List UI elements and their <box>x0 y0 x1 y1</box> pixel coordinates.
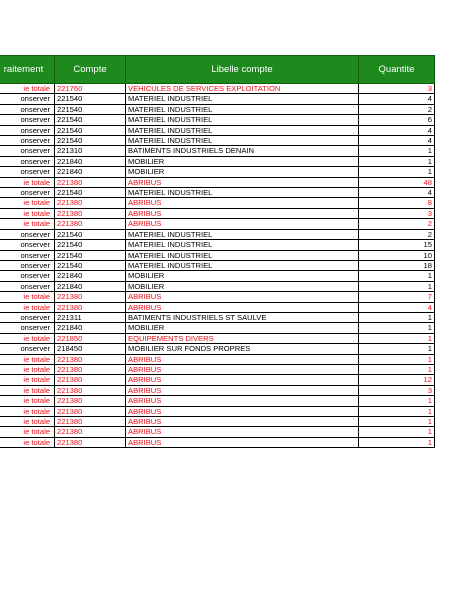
table-row <box>0 115 435 125</box>
cell-traitement[interactable]: onserver <box>0 312 55 322</box>
cell-libelle[interactable]: ABRIBUS <box>126 208 359 218</box>
cell-compte[interactable]: 221311 <box>55 312 126 322</box>
cell-quantite[interactable]: 1 <box>359 344 435 354</box>
table-row <box>0 427 435 437</box>
cell-traitement[interactable]: onserver <box>0 281 55 291</box>
cell-compte[interactable]: 221540 <box>55 260 126 270</box>
cell-quantite[interactable]: 1 <box>359 364 435 374</box>
cell-quantite[interactable]: 1 <box>359 437 435 447</box>
cell-compte[interactable]: 221540 <box>55 240 126 250</box>
cell-compte[interactable]: 221380 <box>55 417 126 427</box>
cell-quantite[interactable]: 1 <box>359 323 435 333</box>
spreadsheet-table <box>0 55 435 448</box>
cell-compte[interactable]: 221540 <box>55 229 126 239</box>
cell-compte[interactable]: 221380 <box>55 208 126 218</box>
table-row <box>0 385 435 395</box>
cell-libelle[interactable]: ABRIBUS <box>126 177 359 187</box>
cell-quantite[interactable]: 1 <box>359 396 435 406</box>
cell-libelle[interactable]: MOBILIER <box>126 167 359 177</box>
col-header-libelle[interactable]: Libelle compte <box>126 56 359 84</box>
table-row <box>0 271 435 281</box>
cell-traitement[interactable]: onserver <box>0 260 55 270</box>
cell-compte[interactable]: 221380 <box>55 437 126 447</box>
cell-libelle[interactable]: ABRIBUS <box>126 198 359 208</box>
cell-quantite[interactable]: 1 <box>359 312 435 322</box>
cell-traitement[interactable]: onserver <box>0 229 55 239</box>
cell-traitement[interactable]: onserver <box>0 271 55 281</box>
cell-traitement[interactable]: ie totale <box>0 292 55 302</box>
cell-traitement[interactable]: ie totale <box>0 208 55 218</box>
cell-compte[interactable]: 221380 <box>55 396 126 406</box>
table-row <box>0 94 435 104</box>
cell-libelle[interactable]: ABRIBUS <box>126 219 359 229</box>
cell-quantite[interactable]: 7 <box>359 292 435 302</box>
cell-quantite[interactable]: 8 <box>359 198 435 208</box>
table-row <box>0 323 435 333</box>
cell-compte[interactable]: 221380 <box>55 177 126 187</box>
cell-quantite[interactable]: 1 <box>359 406 435 416</box>
cell-compte[interactable]: 221840 <box>55 281 126 291</box>
cell-compte[interactable]: 221850 <box>55 333 126 343</box>
cell-libelle[interactable]: ABRIBUS <box>126 375 359 385</box>
cell-libelle[interactable]: ABRIBUS <box>126 427 359 437</box>
table-row <box>0 312 435 322</box>
cell-libelle[interactable]: ABRIBUS <box>126 354 359 364</box>
cell-quantite[interactable]: 48 <box>359 177 435 187</box>
cell-libelle[interactable]: VEHICULES DE SERVICES EXPLOITATION <box>126 84 359 94</box>
cell-compte[interactable]: 221380 <box>55 292 126 302</box>
cell-quantite[interactable]: 18 <box>359 260 435 270</box>
cell-traitement[interactable]: onserver <box>0 146 55 156</box>
cell-traitement[interactable]: onserver <box>0 167 55 177</box>
table-row <box>0 375 435 385</box>
cell-traitement[interactable]: ie totale <box>0 333 55 343</box>
cell-libelle[interactable]: MOBILIER <box>126 271 359 281</box>
cell-libelle[interactable]: ABRIBUS <box>126 417 359 427</box>
header-row <box>0 56 435 84</box>
cell-compte[interactable]: 221380 <box>55 302 126 312</box>
cell-compte[interactable]: 221310 <box>55 146 126 156</box>
col-header-traitement[interactable]: raitement <box>0 56 55 84</box>
cell-libelle[interactable]: MATERIEL INDUSTRIEL <box>126 260 359 270</box>
cell-quantite[interactable]: 10 <box>359 250 435 260</box>
cell-compte[interactable]: 221840 <box>55 156 126 166</box>
cell-traitement[interactable]: ie totale <box>0 302 55 312</box>
cell-libelle[interactable]: MOBILIER <box>126 323 359 333</box>
cell-quantite[interactable]: 4 <box>359 136 435 146</box>
cell-compte[interactable]: 221840 <box>55 271 126 281</box>
table-row <box>0 177 435 187</box>
table-row <box>0 240 435 250</box>
cell-compte[interactable]: 221380 <box>55 354 126 364</box>
cell-compte[interactable]: 221540 <box>55 115 126 125</box>
table-row <box>0 146 435 156</box>
table-row <box>0 250 435 260</box>
cell-libelle[interactable]: MATERIEL INDUSTRIEL <box>126 240 359 250</box>
cell-traitement[interactable]: ie totale <box>0 84 55 94</box>
cell-traitement[interactable]: ie totale <box>0 406 55 416</box>
cell-quantite[interactable]: 1 <box>359 427 435 437</box>
table-row <box>0 333 435 343</box>
cell-libelle[interactable]: ABRIBUS <box>126 292 359 302</box>
cell-quantite[interactable]: 1 <box>359 167 435 177</box>
cell-traitement[interactable]: ie totale <box>0 177 55 187</box>
cell-traitement[interactable]: onserver <box>0 115 55 125</box>
cell-quantite[interactable]: 1 <box>359 146 435 156</box>
cell-quantite[interactable]: 3 <box>359 385 435 395</box>
cell-libelle[interactable]: MATERIEL INDUSTRIEL <box>126 188 359 198</box>
cell-libelle[interactable]: ABRIBUS <box>126 406 359 416</box>
cell-traitement[interactable]: ie totale <box>0 427 55 437</box>
cell-quantite[interactable]: 4 <box>359 188 435 198</box>
cell-libelle[interactable]: BATIMENTS INDUSTRIELS DENAIN <box>126 146 359 156</box>
cell-compte[interactable]: 221380 <box>55 375 126 385</box>
cell-quantite[interactable]: 1 <box>359 417 435 427</box>
cell-quantite[interactable]: 3 <box>359 84 435 94</box>
cell-traitement[interactable]: onserver <box>0 250 55 260</box>
table-row <box>0 84 435 94</box>
cell-quantite[interactable]: 2 <box>359 229 435 239</box>
cell-quantite[interactable]: 1 <box>359 333 435 343</box>
cell-traitement[interactable]: onserver <box>0 94 55 104</box>
cell-quantite[interactable]: 4 <box>359 302 435 312</box>
cell-traitement[interactable]: ie totale <box>0 396 55 406</box>
cell-quantite[interactable]: 1 <box>359 354 435 364</box>
cell-quantite[interactable]: 12 <box>359 375 435 385</box>
table-row <box>0 188 435 198</box>
cell-compte[interactable]: 221380 <box>55 427 126 437</box>
cell-quantite[interactable]: 1 <box>359 281 435 291</box>
table-row <box>0 104 435 114</box>
table-row <box>0 125 435 135</box>
cell-compte[interactable]: 221540 <box>55 104 126 114</box>
cell-libelle[interactable]: MATERIEL INDUSTRIEL <box>126 136 359 146</box>
cell-quantite[interactable]: 4 <box>359 125 435 135</box>
table-row <box>0 417 435 427</box>
cell-compte[interactable]: 221380 <box>55 219 126 229</box>
cell-libelle[interactable]: EQUIPEMENTS DIVERS <box>126 333 359 343</box>
cell-libelle[interactable]: MOBILIER <box>126 281 359 291</box>
table-row <box>0 229 435 239</box>
cell-libelle[interactable]: MATERIEL INDUSTRIEL <box>126 115 359 125</box>
cell-quantite[interactable]: 1 <box>359 156 435 166</box>
cell-libelle[interactable]: ABRIBUS <box>126 437 359 447</box>
cell-libelle[interactable]: ABRIBUS <box>126 385 359 395</box>
table-row <box>0 302 435 312</box>
col-header-compte[interactable]: Compte <box>55 56 126 84</box>
cell-traitement[interactable]: onserver <box>0 156 55 166</box>
cell-traitement[interactable]: ie totale <box>0 437 55 447</box>
cell-traitement[interactable]: onserver <box>0 188 55 198</box>
table-row <box>0 208 435 218</box>
cell-libelle[interactable]: BATIMENTS INDUSTRIELS ST SAULVE <box>126 312 359 322</box>
cell-traitement[interactable]: onserver <box>0 136 55 146</box>
cell-compte[interactable]: 221380 <box>55 385 126 395</box>
cell-libelle[interactable]: MOBILIER <box>126 156 359 166</box>
cell-compte[interactable]: 218450 <box>55 344 126 354</box>
cell-traitement[interactable]: ie totale <box>0 417 55 427</box>
cell-quantite[interactable]: 4 <box>359 94 435 104</box>
cell-quantite[interactable]: 6 <box>359 115 435 125</box>
table-row <box>0 198 435 208</box>
cell-compte[interactable]: 221540 <box>55 188 126 198</box>
cell-compte[interactable]: 221840 <box>55 323 126 333</box>
cell-traitement[interactable]: onserver <box>0 323 55 333</box>
cell-libelle[interactable]: MATERIEL INDUSTRIEL <box>126 104 359 114</box>
table-row <box>0 281 435 291</box>
cell-compte[interactable]: 221540 <box>55 125 126 135</box>
table-row <box>0 396 435 406</box>
cell-traitement[interactable]: onserver <box>0 125 55 135</box>
table-row <box>0 354 435 364</box>
table-row <box>0 167 435 177</box>
table-row <box>0 136 435 146</box>
cell-compte[interactable]: 221540 <box>55 94 126 104</box>
cell-quantite[interactable]: 1 <box>359 271 435 281</box>
table-body <box>0 84 435 448</box>
cell-libelle[interactable]: ABRIBUS <box>126 364 359 374</box>
col-header-quantite[interactable]: Quantite <box>359 56 435 84</box>
cell-libelle[interactable]: MATERIEL INDUSTRIEL <box>126 94 359 104</box>
cell-libelle[interactable]: MOBILIER SUR FONDS PROPRES <box>126 344 359 354</box>
cell-libelle[interactable]: MATERIEL INDUSTRIEL <box>126 250 359 260</box>
cell-traitement[interactable]: onserver <box>0 240 55 250</box>
table-row <box>0 437 435 447</box>
table-row <box>0 156 435 166</box>
cell-quantite[interactable]: 15 <box>359 240 435 250</box>
cell-compte[interactable]: 221760 <box>55 84 126 94</box>
cell-quantite[interactable]: 3 <box>359 208 435 218</box>
cell-libelle[interactable]: ABRIBUS <box>126 302 359 312</box>
table-row <box>0 260 435 270</box>
cell-traitement[interactable]: ie totale <box>0 385 55 395</box>
cell-traitement[interactable]: ie totale <box>0 375 55 385</box>
cell-quantite[interactable]: 2 <box>359 219 435 229</box>
cell-compte[interactable]: 221840 <box>55 167 126 177</box>
cell-compte[interactable]: 221380 <box>55 364 126 374</box>
cell-compte[interactable]: 221540 <box>55 136 126 146</box>
cell-traitement[interactable]: ie totale <box>0 198 55 208</box>
cell-compte[interactable]: 221380 <box>55 406 126 416</box>
cell-compte[interactable]: 221540 <box>55 250 126 260</box>
cell-compte[interactable]: 221380 <box>55 198 126 208</box>
cell-libelle[interactable]: ABRIBUS <box>126 396 359 406</box>
table-row <box>0 364 435 374</box>
cell-quantite[interactable]: 2 <box>359 104 435 114</box>
cell-traitement[interactable]: onserver <box>0 104 55 114</box>
cell-traitement[interactable]: ie totale <box>0 219 55 229</box>
cell-traitement[interactable]: ie totale <box>0 364 55 374</box>
table-row <box>0 406 435 416</box>
cell-traitement[interactable]: onserver <box>0 344 55 354</box>
table-row <box>0 344 435 354</box>
table-row <box>0 219 435 229</box>
cell-libelle[interactable]: MATERIEL INDUSTRIEL <box>126 125 359 135</box>
table-row <box>0 292 435 302</box>
cell-traitement[interactable]: ie totale <box>0 354 55 364</box>
cell-libelle[interactable]: MATERIEL INDUSTRIEL <box>126 229 359 239</box>
